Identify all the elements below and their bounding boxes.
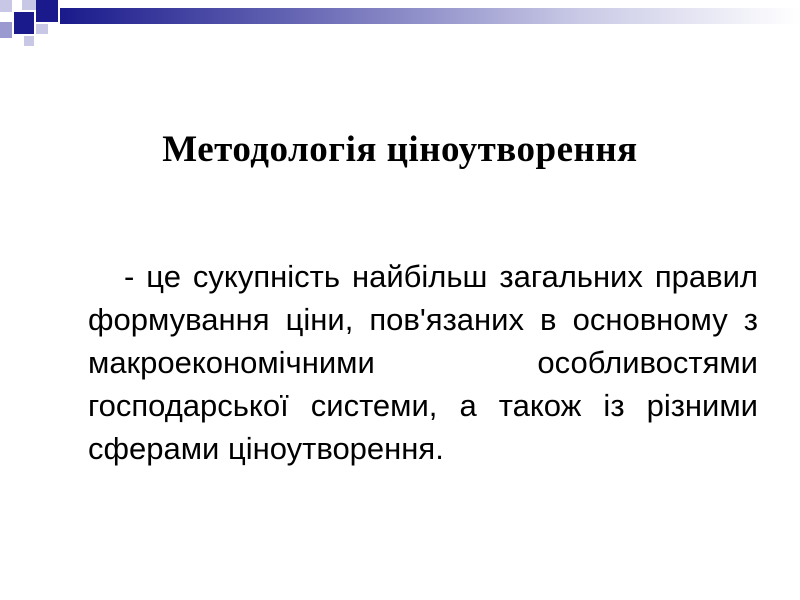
corner-square [14, 12, 34, 34]
corner-square [0, 0, 12, 12]
corner-square [22, 0, 36, 10]
header-gradient-bar [60, 8, 800, 24]
slide-body-text: - це сукупність найбільш загальних правил формування ціни, пов'язаних в основному з макроекономічними особливостями господарської системи, а також із різними сферами ціноутворення. [88, 259, 758, 466]
slide-title: Методологія ціноутворення [162, 129, 638, 170]
corner-square [36, 0, 58, 22]
corner-square [36, 24, 48, 34]
corner-square [0, 22, 12, 38]
corner-square [24, 36, 34, 46]
corner-decoration [0, 0, 60, 50]
